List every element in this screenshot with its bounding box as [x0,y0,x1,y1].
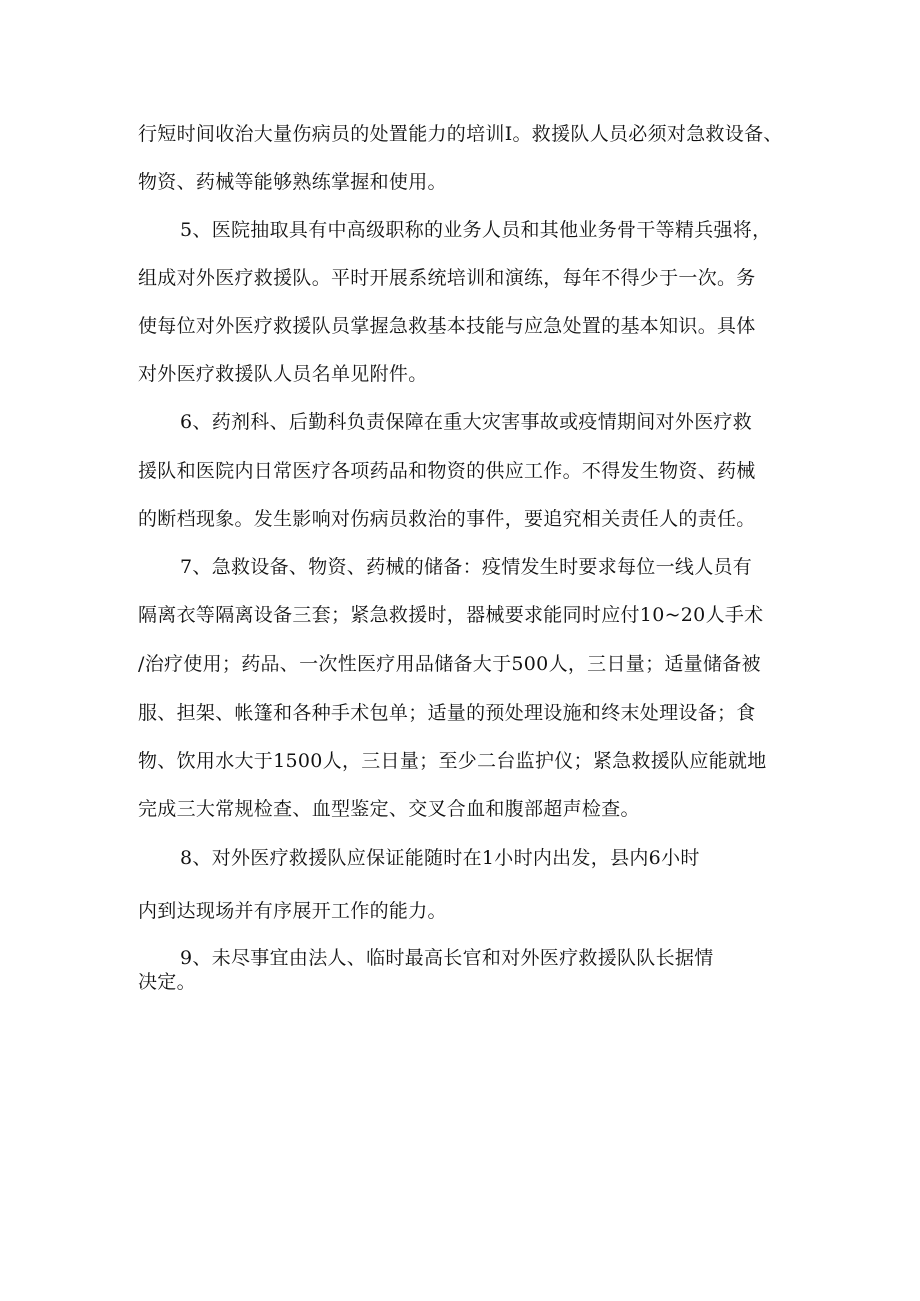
text-line-8: 援队和医院内日常医疗各项药品和物资的供应工作。不得发生物资、药械 [138,460,756,482]
text-line-5: 使每位对外医疗救援队员掌握急救基本技能与应急处置的基本知识。具体 [138,315,756,337]
text-line-2: 物资、药械等能够熟练掌握和使用。 [138,171,447,193]
text-line-18: 9、未尽事宜由法人、临时最高长官和对外医疗救援队队长据情 [180,947,714,969]
text-line-13: 服、担架、帐篷和各种手术包单；适量的预处理设施和终末处理设备；食 [138,702,756,724]
text-line-16: 8、对外医疗救援队应保证能随时在1小时内出发，县内6小时 [180,847,700,869]
text-line-6: 对外医疗救援队人员名单见附件。 [138,363,428,385]
text-line-14: 物、饮用水大于1500人，三日量；至少二台监护仪；紧急救援队应能就地 [138,750,767,772]
text-line-9: 的断档现象。发生影响对伤病员救治的事件，要追究相关责任人的责任。 [138,508,756,530]
text-line-7: 6、药剂科、后勤科负责保障在重大灾害事故或疫情期间对外医疗救 [180,411,753,433]
text-line-4: 组成对外医疗救援队。平时开展系统培训和演练，每年不得少于一次。务 [138,267,756,289]
text-line-19: 决定。 [138,971,196,993]
text-line-10: 7、急救设备、物资、药械的储备：疫情发生时要求每位一线人员有 [180,556,753,578]
text-line-3: 5、医院抽取具有中高级职称的业务人员和其他业务骨干等精兵强将， [180,219,772,241]
text-line-15: 完成三大常规检查、血型鉴定、交叉合血和腹部超声检查。 [138,798,640,820]
text-line-11: 隔离衣等隔离设备三套；紧急救援时，器械要求能同时应付10~20人手术 [138,604,764,626]
text-line-1: 行短时间收治大量伤病员的处置能力的培训I。救援队人员必须对急救设备、 [138,123,783,145]
text-line-12: /治疗使用；药品、一次性医疗用品储备大于500人，三日量；适量储备被 [138,653,761,675]
text-line-17: 内到达现场并有序展开工作的能力。 [138,900,447,922]
